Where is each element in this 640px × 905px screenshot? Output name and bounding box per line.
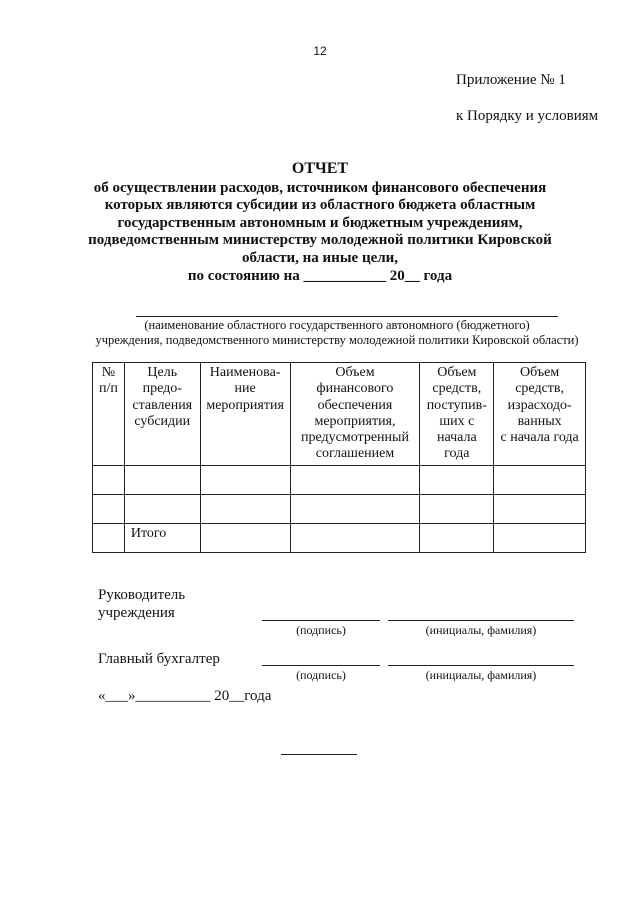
name-caption: (инициалы, фамилия) bbox=[425, 668, 537, 682]
report-title-line: об осуществлении расходов, источником финансового обеспечения bbox=[93, 179, 547, 196]
appendix-reference: к Порядку и условиям bbox=[456, 108, 599, 124]
report-title-line: государственным автономным и бюджетным учреждениям, bbox=[117, 214, 523, 231]
head-of-institution-label: Руководитель учреждения bbox=[98, 587, 186, 621]
org-caption-line: (наименование областного государственного автономного (бюджетного) bbox=[144, 318, 530, 332]
table-row bbox=[93, 494, 586, 523]
table-header-row bbox=[93, 363, 586, 466]
org-name-field-line bbox=[136, 316, 558, 317]
report-heading: ОТЧЕТ bbox=[291, 160, 349, 177]
appendix-label: Приложение № 1 bbox=[456, 72, 566, 88]
chief-accountant-label: Главный бухгалтер bbox=[98, 651, 220, 667]
report-date-line: по состоянию на ___________ 20__ года bbox=[187, 267, 453, 284]
total-label: Итого bbox=[124, 523, 200, 552]
report-table bbox=[92, 362, 586, 553]
col-header-event-name: Наименова- ние мероприятия bbox=[200, 363, 290, 466]
signature-caption: (подпись) bbox=[296, 668, 346, 682]
page-number: 12 bbox=[313, 44, 327, 58]
col-header-received-amount: Объем средств, поступив- ших с начала года bbox=[420, 363, 494, 466]
report-title-line: подведомственным министерству молодежной политики Кировской bbox=[88, 232, 552, 249]
head-name-line[interactable] bbox=[388, 620, 574, 621]
col-header-number: № п/п bbox=[93, 363, 125, 466]
col-header-planned-amount: Объем финансового обеспечения мероприятия, предусмотренный соглашением bbox=[290, 363, 420, 466]
table-row bbox=[93, 465, 586, 494]
end-of-document-line bbox=[281, 754, 357, 755]
report-title bbox=[60, 160, 580, 285]
org-name-caption bbox=[72, 318, 602, 348]
head-signature-line[interactable] bbox=[262, 620, 380, 621]
signature-caption: (подпись) bbox=[296, 623, 346, 637]
table-total-row bbox=[93, 523, 586, 552]
report-title-line: области, на иные цели, bbox=[241, 249, 399, 266]
accountant-name-line[interactable] bbox=[388, 665, 574, 666]
report-title-line: которых являются субсидии из областного бюджета областным bbox=[104, 197, 536, 214]
col-header-spent-amount: Объем средств, израсходо- ванных с начала года bbox=[494, 363, 586, 466]
signing-date-line[interactable]: «___»__________ 20__года bbox=[98, 688, 272, 704]
org-caption-line: учреждения, подведомственного министерству молодежной политики Кировской области) bbox=[95, 333, 579, 347]
col-header-purpose: Цель предо- ставления субсидии bbox=[124, 363, 200, 466]
accountant-signature-line[interactable] bbox=[262, 665, 380, 666]
name-caption: (инициалы, фамилия) bbox=[425, 623, 537, 637]
